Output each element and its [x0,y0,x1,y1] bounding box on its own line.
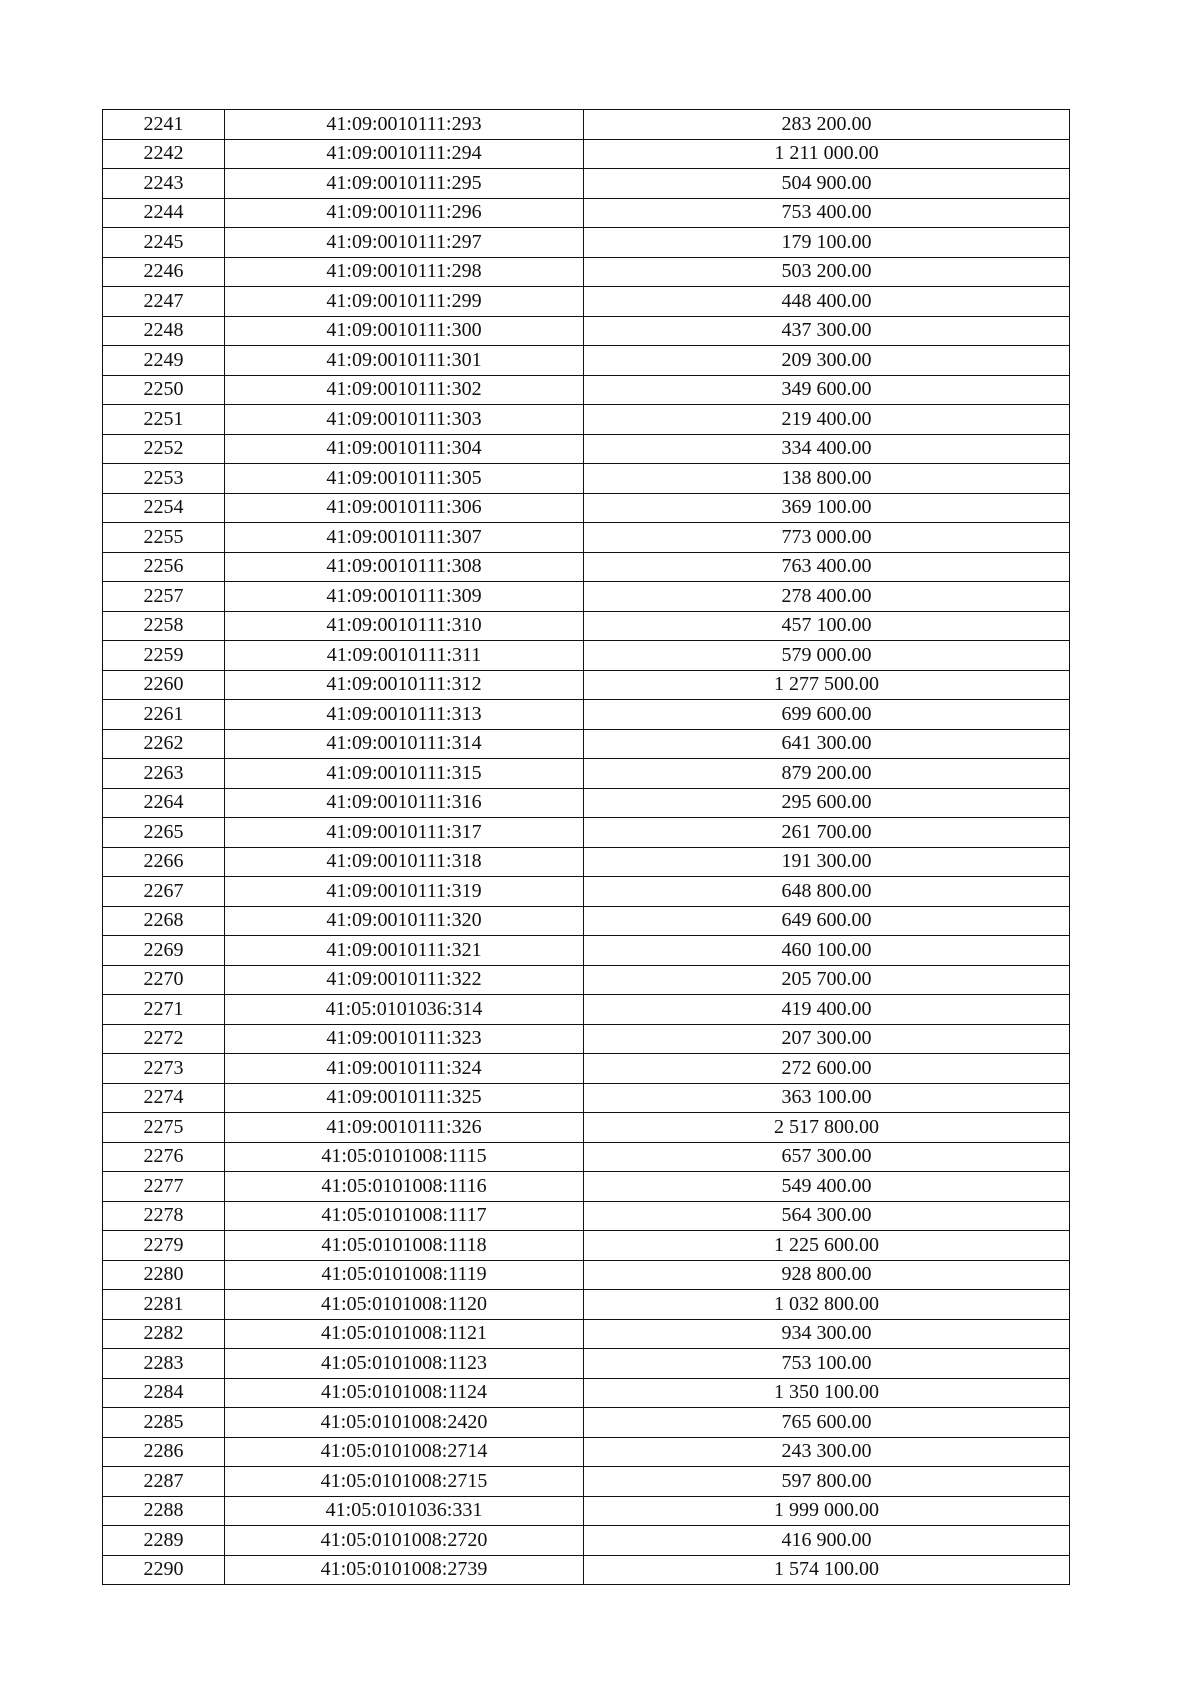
cadastral-value-cell: 763 400.00 [584,552,1070,582]
table-row [103,1054,1070,1084]
row-number-cell: 2249 [103,346,225,376]
table-row [103,1260,1070,1290]
table-row [103,788,1070,818]
row-number-cell: 2260 [103,670,225,700]
cadastral-value-cell: 334 400.00 [584,434,1070,464]
cadastral-value-cell: 369 100.00 [584,493,1070,523]
cadastral-number-cell: 41:09:0010111:294 [225,139,584,169]
cadastral-value-cell: 1 211 000.00 [584,139,1070,169]
cadastral-value-cell: 460 100.00 [584,936,1070,966]
table-row [103,818,1070,848]
table-row [103,877,1070,907]
cadastral-value-cell: 243 300.00 [584,1437,1070,1467]
table-row [103,1349,1070,1379]
cadastral-value-cell: 753 400.00 [584,198,1070,228]
cadastral-number-cell: 41:05:0101008:1119 [225,1260,584,1290]
cadastral-number-cell: 41:05:0101036:314 [225,995,584,1025]
cadastral-value-cell: 457 100.00 [584,611,1070,641]
row-number-cell: 2272 [103,1024,225,1054]
cadastral-value-cell: 1 350 100.00 [584,1378,1070,1408]
row-number-cell: 2266 [103,847,225,877]
row-number-cell: 2252 [103,434,225,464]
cadastral-number-cell: 41:09:0010111:316 [225,788,584,818]
cadastral-number-cell: 41:05:0101008:2420 [225,1408,584,1438]
cadastral-value-cell: 641 300.00 [584,729,1070,759]
row-number-cell: 2276 [103,1142,225,1172]
cadastral-value-cell: 579 000.00 [584,641,1070,671]
cadastral-value-cell: 278 400.00 [584,582,1070,612]
row-number-cell: 2290 [103,1555,225,1585]
cadastral-value-cell: 549 400.00 [584,1172,1070,1202]
cadastral-number-cell: 41:09:0010111:321 [225,936,584,966]
cadastral-number-cell: 41:09:0010111:313 [225,700,584,730]
table-row [103,1024,1070,1054]
cadastral-number-cell: 41:09:0010111:322 [225,965,584,995]
cadastral-number-cell: 41:05:0101008:1118 [225,1231,584,1261]
cadastral-value-cell: 419 400.00 [584,995,1070,1025]
cadastral-number-cell: 41:09:0010111:303 [225,405,584,435]
row-number-cell: 2289 [103,1526,225,1556]
row-number-cell: 2262 [103,729,225,759]
cadastral-number-cell: 41:09:0010111:314 [225,729,584,759]
cadastral-number-cell: 41:09:0010111:299 [225,287,584,317]
cadastral-value-cell: 138 800.00 [584,464,1070,494]
cadastral-number-cell: 41:09:0010111:318 [225,847,584,877]
row-number-cell: 2244 [103,198,225,228]
row-number-cell: 2256 [103,552,225,582]
table-row [103,670,1070,700]
cadastral-value-cell: 1 574 100.00 [584,1555,1070,1585]
cadastral-number-cell: 41:09:0010111:319 [225,877,584,907]
cadastral-value-cell: 416 900.00 [584,1526,1070,1556]
row-number-cell: 2274 [103,1083,225,1113]
table-row [103,346,1070,376]
cadastral-value-cell: 657 300.00 [584,1142,1070,1172]
table-row [103,936,1070,966]
cadastral-number-cell: 41:09:0010111:304 [225,434,584,464]
row-number-cell: 2277 [103,1172,225,1202]
cadastral-number-cell: 41:09:0010111:307 [225,523,584,553]
table-row [103,1142,1070,1172]
cadastral-number-cell: 41:05:0101036:331 [225,1496,584,1526]
row-number-cell: 2286 [103,1437,225,1467]
cadastral-value-cell: 2 517 800.00 [584,1113,1070,1143]
row-number-cell: 2268 [103,906,225,936]
cadastral-number-cell: 41:05:0101008:2714 [225,1437,584,1467]
cadastral-number-cell: 41:09:0010111:325 [225,1083,584,1113]
row-number-cell: 2251 [103,405,225,435]
table-row [103,1083,1070,1113]
cadastral-number-cell: 41:05:0101008:1123 [225,1349,584,1379]
row-number-cell: 2263 [103,759,225,789]
cadastral-number-cell: 41:09:0010111:302 [225,375,584,405]
cadastral-number-cell: 41:09:0010111:323 [225,1024,584,1054]
table-row [103,759,1070,789]
cadastral-number-cell: 41:09:0010111:295 [225,169,584,199]
table-row [103,1290,1070,1320]
table-row [103,729,1070,759]
table-row [103,375,1070,405]
cadastral-value-cell: 295 600.00 [584,788,1070,818]
cadastral-value-cell: 648 800.00 [584,877,1070,907]
row-number-cell: 2246 [103,257,225,287]
cadastral-value-cell: 879 200.00 [584,759,1070,789]
cadastral-number-cell: 41:05:0101008:2739 [225,1555,584,1585]
cadastral-value-cell: 437 300.00 [584,316,1070,346]
cadastral-number-cell: 41:09:0010111:317 [225,818,584,848]
cadastral-value-cell: 934 300.00 [584,1319,1070,1349]
table-row [103,287,1070,317]
table-row [103,1437,1070,1467]
row-number-cell: 2241 [103,110,225,140]
table-row [103,906,1070,936]
table-row [103,139,1070,169]
cadastral-number-cell: 41:09:0010111:298 [225,257,584,287]
row-number-cell: 2253 [103,464,225,494]
row-number-cell: 2242 [103,139,225,169]
cadastral-number-cell: 41:09:0010111:293 [225,110,584,140]
table-row [103,611,1070,641]
table-row [103,700,1070,730]
cadastral-number-cell: 41:05:0101008:2715 [225,1467,584,1497]
cadastral-number-cell: 41:05:0101008:1115 [225,1142,584,1172]
table-row [103,110,1070,140]
cadastral-number-cell: 41:05:0101008:1120 [225,1290,584,1320]
row-number-cell: 2273 [103,1054,225,1084]
cadastral-number-cell: 41:09:0010111:320 [225,906,584,936]
row-number-cell: 2279 [103,1231,225,1261]
table-row [103,552,1070,582]
cadastral-number-cell: 41:09:0010111:309 [225,582,584,612]
table-row [103,1231,1070,1261]
table-row [103,493,1070,523]
table-body [103,110,1070,1585]
cadastral-value-table [102,109,1070,1585]
cadastral-value-cell: 207 300.00 [584,1024,1070,1054]
cadastral-value-cell: 597 800.00 [584,1467,1070,1497]
row-number-cell: 2248 [103,316,225,346]
cadastral-number-cell: 41:09:0010111:308 [225,552,584,582]
cadastral-number-cell: 41:09:0010111:312 [225,670,584,700]
cadastral-number-cell: 41:05:0101008:1116 [225,1172,584,1202]
cadastral-number-cell: 41:09:0010111:301 [225,346,584,376]
row-number-cell: 2281 [103,1290,225,1320]
row-number-cell: 2254 [103,493,225,523]
cadastral-number-cell: 41:09:0010111:315 [225,759,584,789]
row-number-cell: 2247 [103,287,225,317]
cadastral-number-cell: 41:05:0101008:2720 [225,1526,584,1556]
row-number-cell: 2284 [103,1378,225,1408]
table-row [103,1467,1070,1497]
cadastral-value-cell: 261 700.00 [584,818,1070,848]
cadastral-value-cell: 649 600.00 [584,906,1070,936]
cadastral-value-cell: 1 032 800.00 [584,1290,1070,1320]
row-number-cell: 2257 [103,582,225,612]
table-row [103,582,1070,612]
row-number-cell: 2258 [103,611,225,641]
cadastral-number-cell: 41:09:0010111:311 [225,641,584,671]
table-row [103,1113,1070,1143]
row-number-cell: 2278 [103,1201,225,1231]
cadastral-value-cell: 503 200.00 [584,257,1070,287]
row-number-cell: 2264 [103,788,225,818]
cadastral-number-cell: 41:09:0010111:297 [225,228,584,258]
row-number-cell: 2275 [103,1113,225,1143]
row-number-cell: 2282 [103,1319,225,1349]
cadastral-value-cell: 928 800.00 [584,1260,1070,1290]
row-number-cell: 2245 [103,228,225,258]
cadastral-value-cell: 448 400.00 [584,287,1070,317]
row-number-cell: 2261 [103,700,225,730]
table-row [103,257,1070,287]
cadastral-value-cell: 219 400.00 [584,405,1070,435]
cadastral-number-cell: 41:09:0010111:296 [225,198,584,228]
table-row [103,1408,1070,1438]
cadastral-value-cell: 564 300.00 [584,1201,1070,1231]
row-number-cell: 2243 [103,169,225,199]
table-row [103,1526,1070,1556]
row-number-cell: 2288 [103,1496,225,1526]
table-row [103,1378,1070,1408]
table-row [103,1319,1070,1349]
table-row [103,434,1070,464]
row-number-cell: 2259 [103,641,225,671]
cadastral-value-cell: 283 200.00 [584,110,1070,140]
cadastral-number-cell: 41:09:0010111:310 [225,611,584,641]
table-row [103,198,1070,228]
cadastral-value-cell: 1 277 500.00 [584,670,1070,700]
cadastral-number-cell: 41:09:0010111:326 [225,1113,584,1143]
cadastral-value-cell: 504 900.00 [584,169,1070,199]
table-row [103,169,1070,199]
row-number-cell: 2250 [103,375,225,405]
cadastral-value-cell: 773 000.00 [584,523,1070,553]
cadastral-value-cell: 1 225 600.00 [584,1231,1070,1261]
cadastral-number-cell: 41:09:0010111:305 [225,464,584,494]
cadastral-number-cell: 41:05:0101008:1124 [225,1378,584,1408]
row-number-cell: 2267 [103,877,225,907]
row-number-cell: 2283 [103,1349,225,1379]
table-row [103,464,1070,494]
table-row [103,847,1070,877]
cadastral-value-cell: 209 300.00 [584,346,1070,376]
cadastral-value-cell: 363 100.00 [584,1083,1070,1113]
row-number-cell: 2287 [103,1467,225,1497]
cadastral-value-cell: 349 600.00 [584,375,1070,405]
row-number-cell: 2285 [103,1408,225,1438]
row-number-cell: 2265 [103,818,225,848]
table-row [103,995,1070,1025]
table-row [103,405,1070,435]
row-number-cell: 2271 [103,995,225,1025]
cadastral-value-cell: 753 100.00 [584,1349,1070,1379]
cadastral-number-cell: 41:09:0010111:300 [225,316,584,346]
cadastral-value-cell: 1 999 000.00 [584,1496,1070,1526]
table-row [103,1201,1070,1231]
cadastral-value-cell: 205 700.00 [584,965,1070,995]
cadastral-value-cell: 191 300.00 [584,847,1070,877]
row-number-cell: 2280 [103,1260,225,1290]
cadastral-number-cell: 41:09:0010111:324 [225,1054,584,1084]
row-number-cell: 2269 [103,936,225,966]
row-number-cell: 2255 [103,523,225,553]
cadastral-number-cell: 41:05:0101008:1121 [225,1319,584,1349]
cadastral-value-cell: 272 600.00 [584,1054,1070,1084]
table-row [103,523,1070,553]
table-row [103,228,1070,258]
table-row [103,1172,1070,1202]
cadastral-number-cell: 41:09:0010111:306 [225,493,584,523]
cadastral-number-cell: 41:05:0101008:1117 [225,1201,584,1231]
table-row [103,316,1070,346]
cadastral-value-cell: 765 600.00 [584,1408,1070,1438]
table-row [103,641,1070,671]
cadastral-value-cell: 179 100.00 [584,228,1070,258]
table-row [103,1555,1070,1585]
cadastral-value-cell: 699 600.00 [584,700,1070,730]
table-row [103,965,1070,995]
table-row [103,1496,1070,1526]
row-number-cell: 2270 [103,965,225,995]
